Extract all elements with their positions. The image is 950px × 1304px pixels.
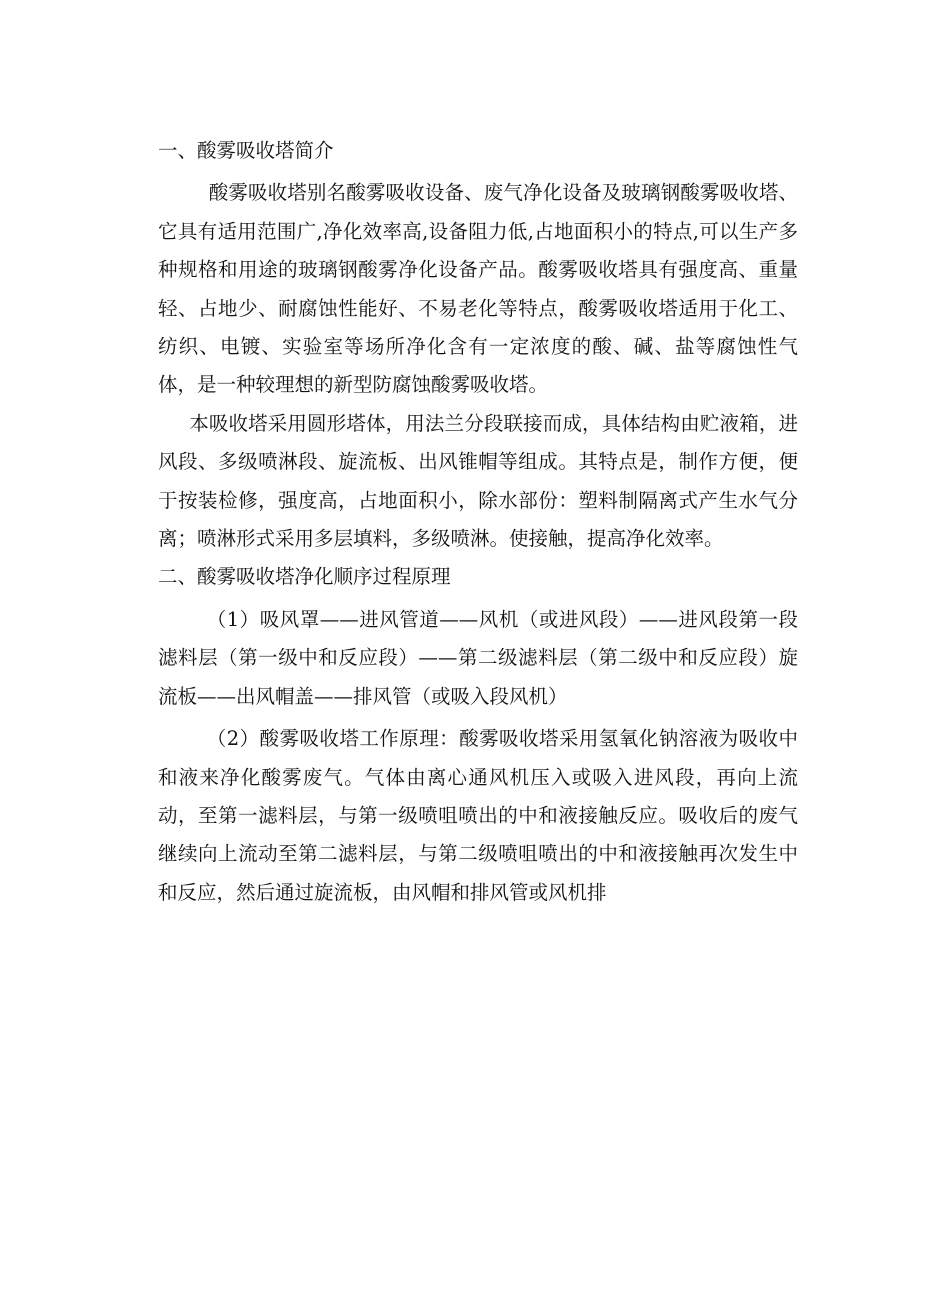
document-body [158,132,798,912]
paragraph-intro-description: 酸雾吸收塔别名酸雾吸收设备、废气净化设备及玻璃钢酸雾吸收塔、它具有适用范围广,净化效率高,设备阻力低,占地面积小的特点,可以生产多种规格和用途的玻璃钢酸雾净化设备产品。酸雾吸收塔具有强度高、重量轻、占地少、耐腐蚀性能好、不易老化等特点，酸雾吸收塔适用于化工、纺织、电镀、实验室等场所净化含有一定浓度的酸、碱、盐等腐蚀性气体，是一种较理想的新型防腐蚀酸雾吸收塔。 [158,181,798,397]
paragraph-working-principle: （2）酸雾吸收塔工作原理：酸雾吸收塔采用氢氧化钠溶液为吸收中和液来净化酸雾废气。气体由离心通风机压入或吸入进风段，再向上流动，至第一滤料层，与第一级喷咀喷出的中和液接触反应。吸收后的废气继续向上流动至第二滤料层，与第二级喷咀喷出的中和液接触再次发生中和反应，然后通过旋流板，由风帽和排风管或风机排 [158,727,798,904]
section-heading-principle: 二、酸雾吸收塔净化顺序过程原理 [158,565,451,589]
section-heading-intro: 一、酸雾吸收塔简介 [158,139,334,162]
paragraph-process-sequence: （1）吸风罩——进风管道——风机（或进风段）——进风段第一段滤料层（第一级中和反应段）——第二级滤料层（第二级中和反应段）旋流板——出风帽盖——排风管（或吸入段风机） [158,607,798,708]
paragraph-structure-description: 本吸收塔采用圆形塔体，用法兰分段联接而成，具体结构由贮液箱，进风段、多级喷淋段、旋流板、出风锥帽等组成。其特点是，制作方便，便于按装检修，强度高，占地面积小，除水部份：塑料制隔离式产生水气分离；喷淋形式采用多层填料，多级喷淋。使接触，提高净化效率。 [158,411,798,551]
